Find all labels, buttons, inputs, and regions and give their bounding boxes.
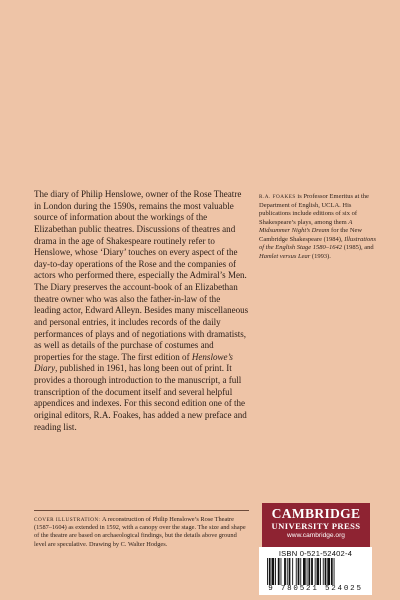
blurb-title-henslowes-diary: Henslowe’s Diary [34, 351, 233, 374]
publisher-logo [262, 503, 370, 548]
bio-title-3: Hamlet versus Lear [259, 252, 311, 260]
cover-illustration-label: COVER ILLUSTRATION: [34, 517, 101, 523]
blurb-part-2: , published in 1961, has long been out of print. It provides a thorough introduction to the manuscript, a full transcription of the document itself and several helpful appendices and indexes. For this second edition one of the original editors, R.A. Foakes, has added a new preface and reading list. [34, 363, 247, 432]
barcode-panel [259, 547, 372, 595]
barcode-digits: 9 780521 524025 [268, 585, 363, 593]
blurb-paragraph [34, 189, 249, 433]
bio-text-4: (1993). [310, 252, 331, 260]
bio-text-1: is Professor Emeritus at the Department of English, UCLA. His publications include editions of six of Shakespeare’s plays, among them [259, 193, 369, 226]
publisher-name: CAMBRIDGE [271, 506, 361, 521]
bio-title-2: Illustrations of the English Stage 1580–1642 [259, 235, 376, 252]
publisher-subtitle: UNIVERSITY PRESS [271, 521, 361, 531]
blurb-text [34, 189, 249, 433]
cover-illustration-text: A reconstruction of Philip Henslowe’s Rose Theatre (1587–1604) as extended in 1592, with a canopy over the stage. The size and shape of the theatre are based on archaeological findings, but the details above ground level are speculative. Drawing by C. Walter Hodges. [34, 516, 246, 548]
author-bio [259, 193, 377, 261]
isbn-text: ISBN 0-521-52402-4 [278, 549, 353, 558]
barcode-icon [267, 558, 364, 585]
divider-rule [34, 510, 249, 511]
blurb-part-1: The diary of Philip Henslowe, owner of the Rose Theatre in London during the 1590s, remains the most valuable source of information about the workings of the Elizabethan public theatres. Discussions of theatres and drama in the age of Shakespeare routinely refer to Henslowe, whose ‘Diary’ touches on every aspect of the day-to-day operations of the Rose and the companies of actors who performed there, especially the Admiral’s Men. The Diary preserves the account-book of an Elizabethan theatre owner who was also the father-in-law of the leading actor, Edward Alleyn. Besides many miscellaneous and personal entries, it includes records of the daily performances of plays and of negotiations with dramatists, as well as details of the purchase of costumes and properties for the stage. The first edition of [34, 189, 249, 362]
author-name: R.A. FOAKES [259, 194, 296, 200]
bio-title-1: A Midsummer Night’s Dream [259, 218, 353, 235]
publisher-url: www.cambridge.org [287, 532, 345, 539]
cover-illustration-note [34, 516, 249, 549]
bio-text-2: for the New Cambridge Shakespeare (1984), [259, 227, 363, 243]
bio-text-3: (1985), and [342, 244, 374, 252]
